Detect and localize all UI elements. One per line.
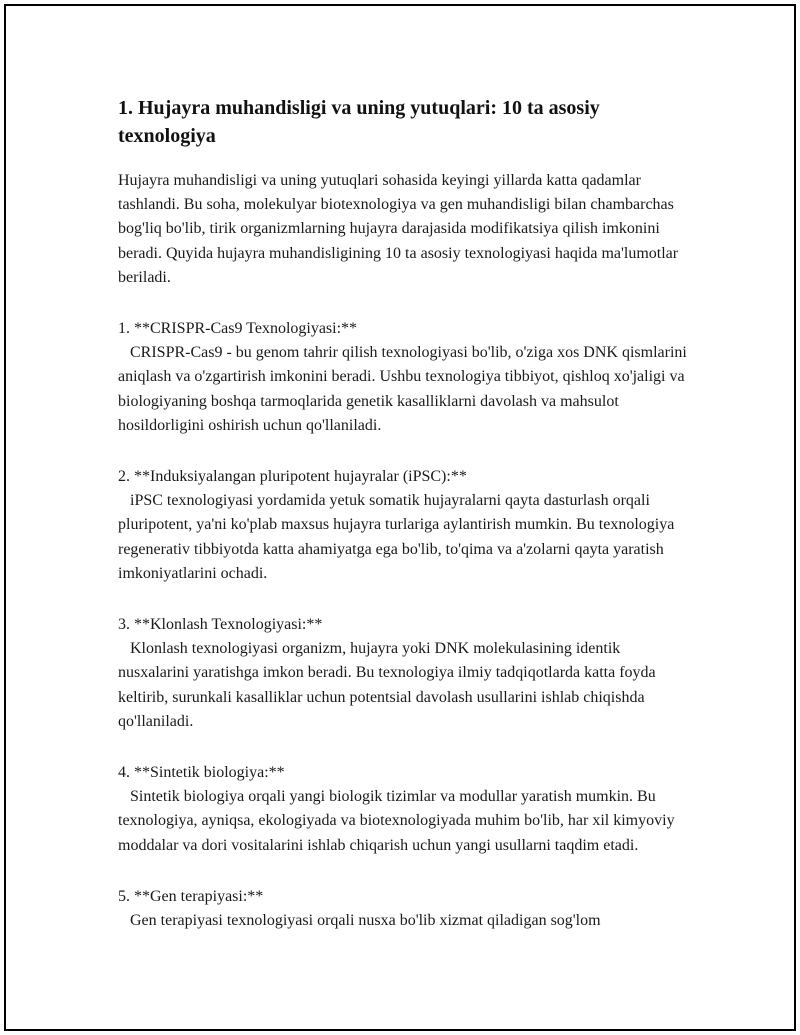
section-crispr — [118, 317, 690, 438]
section-body: CRISPR-Cas9 - bu genom tahrir qilish texnologiyasi bo'lib, o'ziga xos DNK qismlarini aniqlash va o'zgartirish imkonini beradi. Ushbu texnologiya tibbiyot, qishloq xo'jaligi va biologiyaning boshqa tarmoqlarida genetik kasalliklarni davolash va mahsulot hosildorligini oshirish uchun qo'llaniladi. — [118, 344, 691, 434]
section-body: Klonlash texnologiyasi organizm, hujayra yoki DNK molekulasining identik nusxalarini yaratishga imkon beradi. Bu texnologiya ilmiy tadqiqotlarda katta foyda keltirib, surunkali kasalliklar uchun potentsial davolash usullarini ishlab chiqishda qo'llaniladi. — [118, 640, 660, 730]
document-content — [118, 94, 690, 960]
document-title: 1. Hujayra muhandisligi va uning yutuqlari: 10 ta asosiy texnologiya — [118, 97, 600, 147]
section-heading: 2. **Induksiyalangan pluripotent hujayralar (iPSC):** — [118, 468, 467, 486]
section-gene-therapy — [118, 885, 690, 933]
section-body: iPSC texnologiyasi yordamida yetuk somatik hujayralarni qayta dasturlash orqali pluripotent, ya'ni ko'plab maxsus hujayra turlariga aylantirish mumkin. Bu texnologiya regenerativ tibbiyotda katta ahamiyatga ega bo'lib, to'qima va a'zolarni qayta yaratish imkoniyatlarini ochadi. — [118, 492, 679, 582]
section-heading: 3. **Klonlash Texnologiyasi:** — [118, 616, 323, 634]
section-cloning — [118, 613, 690, 734]
section-body: Sintetik biologiya orqali yangi biologik tizimlar va modullar yaratish mumkin. Bu texnologiya, ayniqsa, ekologiyada va biotexnologiyada muhim bo'lib, har xil kimyoviy moddalar va dori vositalarini ishlab chiqarish uchun yangi usullarni taqdim etadi. — [118, 788, 679, 854]
section-heading: 4. **Sintetik biologiya:** — [118, 764, 285, 782]
section-heading: 1. **CRISPR-Cas9 Texnologiyasi:** — [118, 320, 358, 338]
section-synthetic-biology — [118, 761, 690, 858]
section-ipsc — [118, 465, 690, 586]
section-body: Gen terapiyasi texnologiyasi orqali nusxa bo'lib xizmat qiladigan sog'lom — [118, 912, 601, 930]
section-heading: 5. **Gen terapiyasi:** — [118, 887, 264, 905]
intro-paragraph: Hujayra muhandisligi va uning yutuqlari sohasida keyingi yillarda katta qadamlar tashlandi. Bu soha, molekulyar biotexnologiya va gen muhandisligi bilan chambarchas bog'liq bo'lib, tirik organizmlarning hujayra darajasida modifikatsiya qilish imkonini beradi. Quyida hujayra muhandisligining 10 ta asosiy texnologiyasi haqida ma'lumotlar beriladi. — [118, 172, 679, 286]
